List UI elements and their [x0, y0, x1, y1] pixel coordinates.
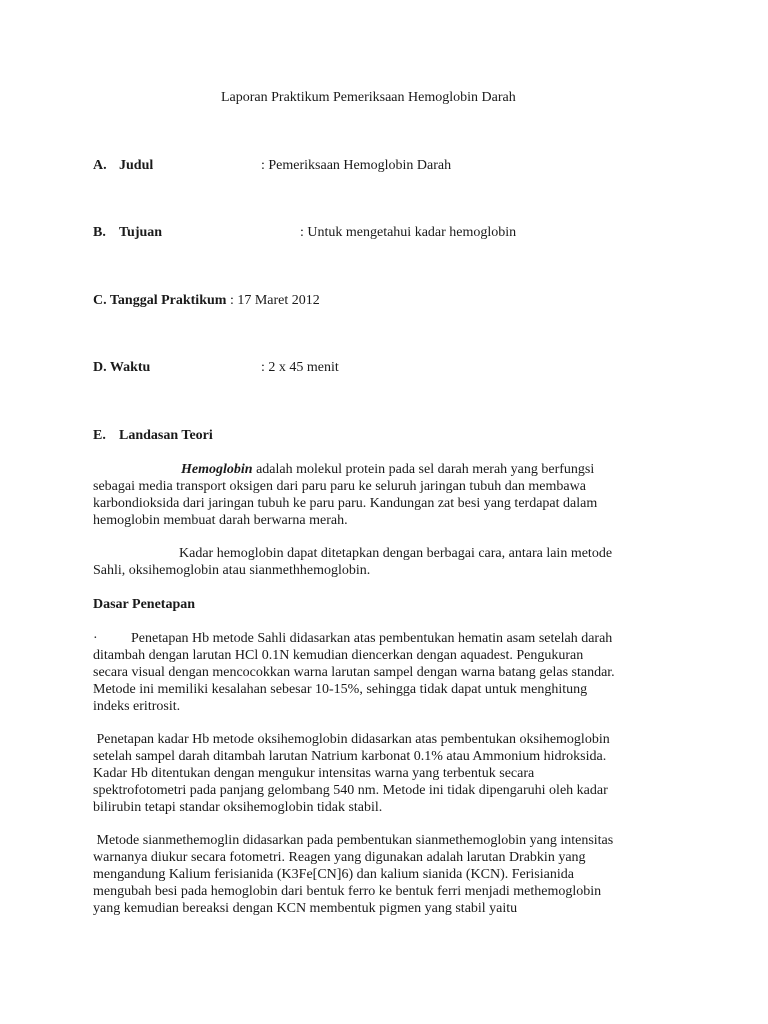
paragraph-line: yang kemudian bereaksi dengan KCN membentuk pigmen yang stabil yaitu	[93, 901, 518, 916]
sahli-paragraph	[93, 647, 683, 715]
hemoglobin-term: Hemoglobin	[181, 462, 253, 477]
paragraph-line: secara visual dengan mencocokkan warna larutan sampel dengan warna batang gelas standar.	[93, 665, 615, 680]
section-e-label: Landasan Teori	[119, 428, 213, 443]
section-e-marker: E.	[93, 428, 106, 443]
section-c	[93, 292, 320, 309]
document-title: Laporan Praktikum Pemeriksaan Hemoglobin Darah	[221, 90, 516, 105]
section-b-value: : Untuk mengetahui kadar hemoglobin	[300, 225, 517, 240]
paragraph-line: Kadar Hb ditentukan dengan mengukur intensitas warna yang terbentuk secara	[93, 766, 535, 781]
section-d-label: D. Waktu	[93, 360, 151, 375]
paragraph-line: setelah sampel darah ditambah larutan Natrium karbonat 0.1% atau Ammonium hidroksida.	[93, 749, 607, 764]
section-a-label: Judul	[119, 158, 154, 173]
paragraph-line: indeks eritrosit.	[93, 699, 181, 714]
paragraph-line: Metode sianmethemoglin didasarkan pada pembentukan sianmethemoglobin yang intensitas	[93, 833, 614, 848]
section-c-value: : 17 Maret 2012	[226, 293, 320, 308]
paragraph-line: sebagai media transport oksigen dari paru paru ke seluruh jaringan tubuh dan membawa	[93, 479, 586, 494]
paragraph-line: Penetapan kadar Hb metode oksihemoglobin didasarkan atas pembentukan oksihemoglobin	[93, 732, 610, 747]
paragraph-line: mengandung Kalium ferisianida (K3Fe[CN]6) dan kalium sianida (KCN). Ferisianida	[93, 867, 574, 882]
section-c-label: C. Tanggal Praktikum	[93, 293, 227, 308]
landasan-p1-line-1: Hemoglobin adalah molekul protein pada sel darah merah yang berfungsi	[181, 462, 595, 477]
paragraph-line: hemoglobin membuat darah berwarna merah.	[93, 513, 348, 528]
landasan-p2-line-1: Kadar hemoglobin dapat ditetapkan dengan berbagai cara, antara lain metode	[179, 546, 613, 561]
dasar-heading: Dasar Penetapan	[93, 597, 196, 612]
landasan-p1	[93, 478, 683, 529]
sian-paragraph	[93, 832, 683, 917]
bullet-glyph: ·	[93, 631, 98, 646]
paragraph-line: ditambah dengan larutan HCl 0.1N kemudian diencerkan dengan aquadest. Pengukuran	[93, 648, 584, 663]
section-b-label: Tujuan	[119, 225, 163, 240]
paragraph-line: karbondioksida dari jaringan tubuh ke paru paru. Kandungan zat besi yang terdapat dalam	[93, 496, 598, 511]
section-a-value: : Pemeriksaan Hemoglobin Darah	[261, 158, 452, 173]
paragraph-line: Metode ini memiliki kesalahan sebesar 10-15%, sehingga tidak dapat untuk menghitung	[93, 682, 588, 697]
paragraph-line: spektrofotometri pada panjang gelombang 540 nm. Metode ini tidak dipengaruhi oleh kadar	[93, 783, 608, 798]
paragraph-line: mengubah besi pada hemoglobin dari bentuk ferro ke bentuk ferri menjadi methemoglobin	[93, 884, 602, 899]
paragraph-line: warnanya diukur secara fotometri. Reagen yang digunakan adalah larutan Drabkin yang	[93, 850, 586, 865]
landasan-p2-line-2: Sahli, oksihemoglobin atau sianmethhemoglobin.	[93, 563, 371, 578]
section-a-marker: A.	[93, 158, 107, 173]
section-d-value: : 2 x 45 menit	[261, 360, 339, 375]
section-b-marker: B.	[93, 225, 106, 240]
paragraph-line: bilirubin tetapi standar oksihemoglobin tidak stabil.	[93, 800, 383, 815]
oksi-paragraph	[93, 731, 683, 816]
sahli-line-1: Penetapan Hb metode Sahli didasarkan atas pembentukan hematin asam setelah darah	[131, 631, 613, 646]
